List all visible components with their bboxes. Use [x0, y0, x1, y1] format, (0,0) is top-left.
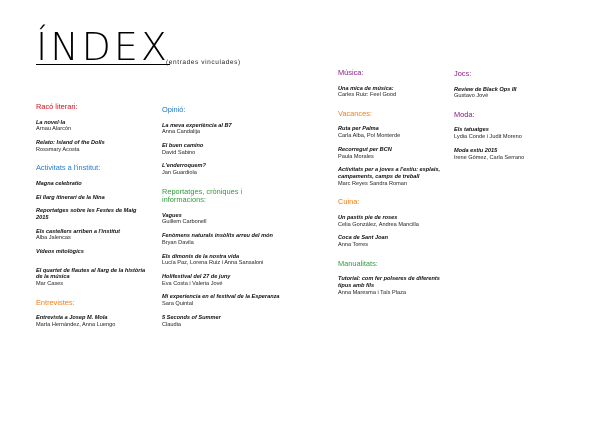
entry-title: El buen camino [162, 142, 204, 149]
list-item[interactable] [36, 315, 148, 328]
list-item[interactable] [162, 254, 280, 267]
entry-title: El llarg itinerari de la Nina [36, 194, 105, 201]
entry-author: Paula Morales [338, 153, 374, 160]
entry-author: Irene Gómez, Carla Serrano [454, 154, 525, 161]
entry-author: Rossmary Acosta [36, 146, 80, 153]
list-item[interactable] [454, 148, 574, 161]
entry-author: Anna Maresma i Taïs Plaza [338, 289, 406, 296]
list-item[interactable] [36, 140, 148, 153]
section-heading: Opinió: [162, 105, 186, 114]
entry-author: Sara Quintal [162, 301, 194, 308]
entry-title: Fenòmens naturals insòlits arreu del món [162, 233, 273, 240]
entry-author: Eva Costa i Valeria Jové [162, 280, 223, 287]
entry-author: Lucía Paz, Lorena Ruiz i Anna Sansaloni [162, 260, 264, 267]
list-item[interactable] [454, 87, 574, 100]
list-item[interactable] [338, 167, 444, 187]
entry-author: Carla Alba, Pol Monterde [338, 133, 401, 140]
section-entrevistes [36, 299, 148, 329]
list-item[interactable] [338, 276, 444, 296]
section-opinio [162, 106, 280, 177]
entry-author: Gustavo Jové [454, 93, 489, 100]
list-item[interactable] [162, 213, 280, 226]
list-item[interactable] [36, 181, 148, 188]
list-item[interactable] [162, 294, 280, 307]
entry-author: Alba Jalencas [36, 235, 71, 242]
column-1 [36, 103, 148, 340]
entry-author: Marta Hernández, Anna Luengo [36, 322, 116, 329]
entry-title: Relato: Island of the Dolls [36, 139, 105, 146]
section-heading: Música: [338, 68, 364, 77]
section-heading: Activitats a l'institut: [36, 163, 101, 173]
section-manualitats [338, 260, 444, 297]
entry-title: La novel·la [36, 119, 66, 126]
entry-author: Guillem Carbonell [162, 219, 207, 226]
entry-author: Celia González, Andrea Mancilla [338, 221, 419, 228]
list-item[interactable] [36, 208, 148, 221]
list-item[interactable] [162, 315, 280, 328]
entry-author: Mar Cases [36, 281, 64, 288]
entry-title: Holifestival del 27 de juny [162, 273, 231, 280]
entry-title: Els tatuatges [454, 127, 489, 134]
entry-author: Bryan Davila [162, 239, 194, 246]
entry-title: Un pastís pie de roses [338, 214, 398, 221]
entry-title: Review de Black Ops III [454, 86, 517, 93]
entry-author: David Sabino [162, 149, 196, 156]
entry-title: Moda estiu 2015 [454, 147, 498, 154]
entry-author: Arnau Alarcón [36, 126, 72, 133]
list-item[interactable] [162, 163, 280, 176]
section-musica [338, 69, 444, 99]
list-item[interactable] [36, 249, 148, 256]
list-item[interactable] [162, 233, 280, 246]
section-activitats [36, 164, 148, 288]
list-item[interactable] [338, 126, 444, 139]
list-item[interactable] [338, 215, 444, 228]
entry-title: Ruta per Palma [338, 126, 379, 133]
section-heading: Manualitats: [338, 258, 378, 268]
entry-author: Marc Reyes Sandra Roman [338, 180, 408, 187]
entry-title: Reportatges sobre les Festes de Maig 2015 [36, 208, 137, 221]
entry-author: Anna Candalija [162, 129, 200, 136]
entry-title: Una mica de música: [338, 85, 394, 92]
entry-title: Magna celebratio [36, 180, 82, 187]
section-heading: Moda: [454, 109, 475, 119]
section-jocs [454, 70, 574, 100]
section-heading: Jocs: [454, 69, 472, 78]
list-item[interactable] [338, 86, 444, 99]
column-4 [454, 70, 574, 172]
list-item[interactable] [454, 127, 574, 140]
section-heading: Racó literari: [36, 102, 78, 111]
entry-author: Anna Torres [338, 241, 369, 248]
entry-title: Coca de Sant Joan [338, 235, 389, 242]
entry-author: Jan Guardiola [162, 170, 197, 177]
section-heading: Cuina: [338, 197, 360, 207]
list-item[interactable] [338, 147, 444, 160]
list-item[interactable] [36, 195, 148, 202]
column-3 [338, 69, 444, 307]
entry-title: L'enderroquem? [162, 163, 206, 170]
list-item[interactable] [36, 120, 148, 133]
entry-title: Els castellers arriben a l'institut [36, 228, 121, 235]
entry-author: Carles Ruiz: Feel Good [338, 92, 397, 99]
section-heading: Vacances: [338, 108, 372, 118]
section-raco-literari [36, 103, 148, 153]
column-2 [162, 106, 280, 339]
section-reportatges [162, 188, 280, 328]
entry-title: Mi experiencia en el festival de la Esperanza [162, 294, 280, 301]
entry-title: 5 Seconds of Summer [162, 314, 221, 321]
entry-title: El quartet de flautes al llarg de la història de la música [36, 267, 146, 281]
entry-title: Entrevista a Josep M. Mola [36, 315, 108, 322]
list-item[interactable] [36, 229, 148, 242]
list-item[interactable] [162, 274, 280, 287]
section-vacances [338, 110, 444, 187]
list-item[interactable] [162, 123, 280, 136]
list-item[interactable] [36, 268, 148, 288]
entry-author: Lydia Conde i Judit Moreno [454, 134, 522, 141]
section-moda [454, 111, 574, 161]
entry-title: Recorregut per BCN [338, 146, 392, 153]
page-subtitle: (entrades vinculades) [166, 59, 241, 66]
entry-title: Tutorial: com fer polseres de diferents tipus amb fils [338, 276, 440, 289]
list-item[interactable] [162, 143, 280, 156]
page-title: ÍNDEX [36, 25, 170, 69]
entry-title: Vagues [162, 212, 182, 219]
section-heading: Entrevistes: [36, 297, 75, 307]
list-item[interactable] [338, 235, 444, 248]
entry-title: Els dimonis de la nostra vida [162, 253, 240, 260]
entry-title: La meva experiència al B7 [162, 122, 232, 129]
entry-title: Activitats per a joves a l'estiu: esplais, campaments, camps de treball [338, 167, 441, 180]
section-heading: Reportatges, cròniques i informacions: [162, 186, 243, 205]
entry-title: Vídeos mitològics [36, 249, 84, 256]
entry-author: Claudia [162, 321, 181, 328]
section-cuina [338, 198, 444, 248]
